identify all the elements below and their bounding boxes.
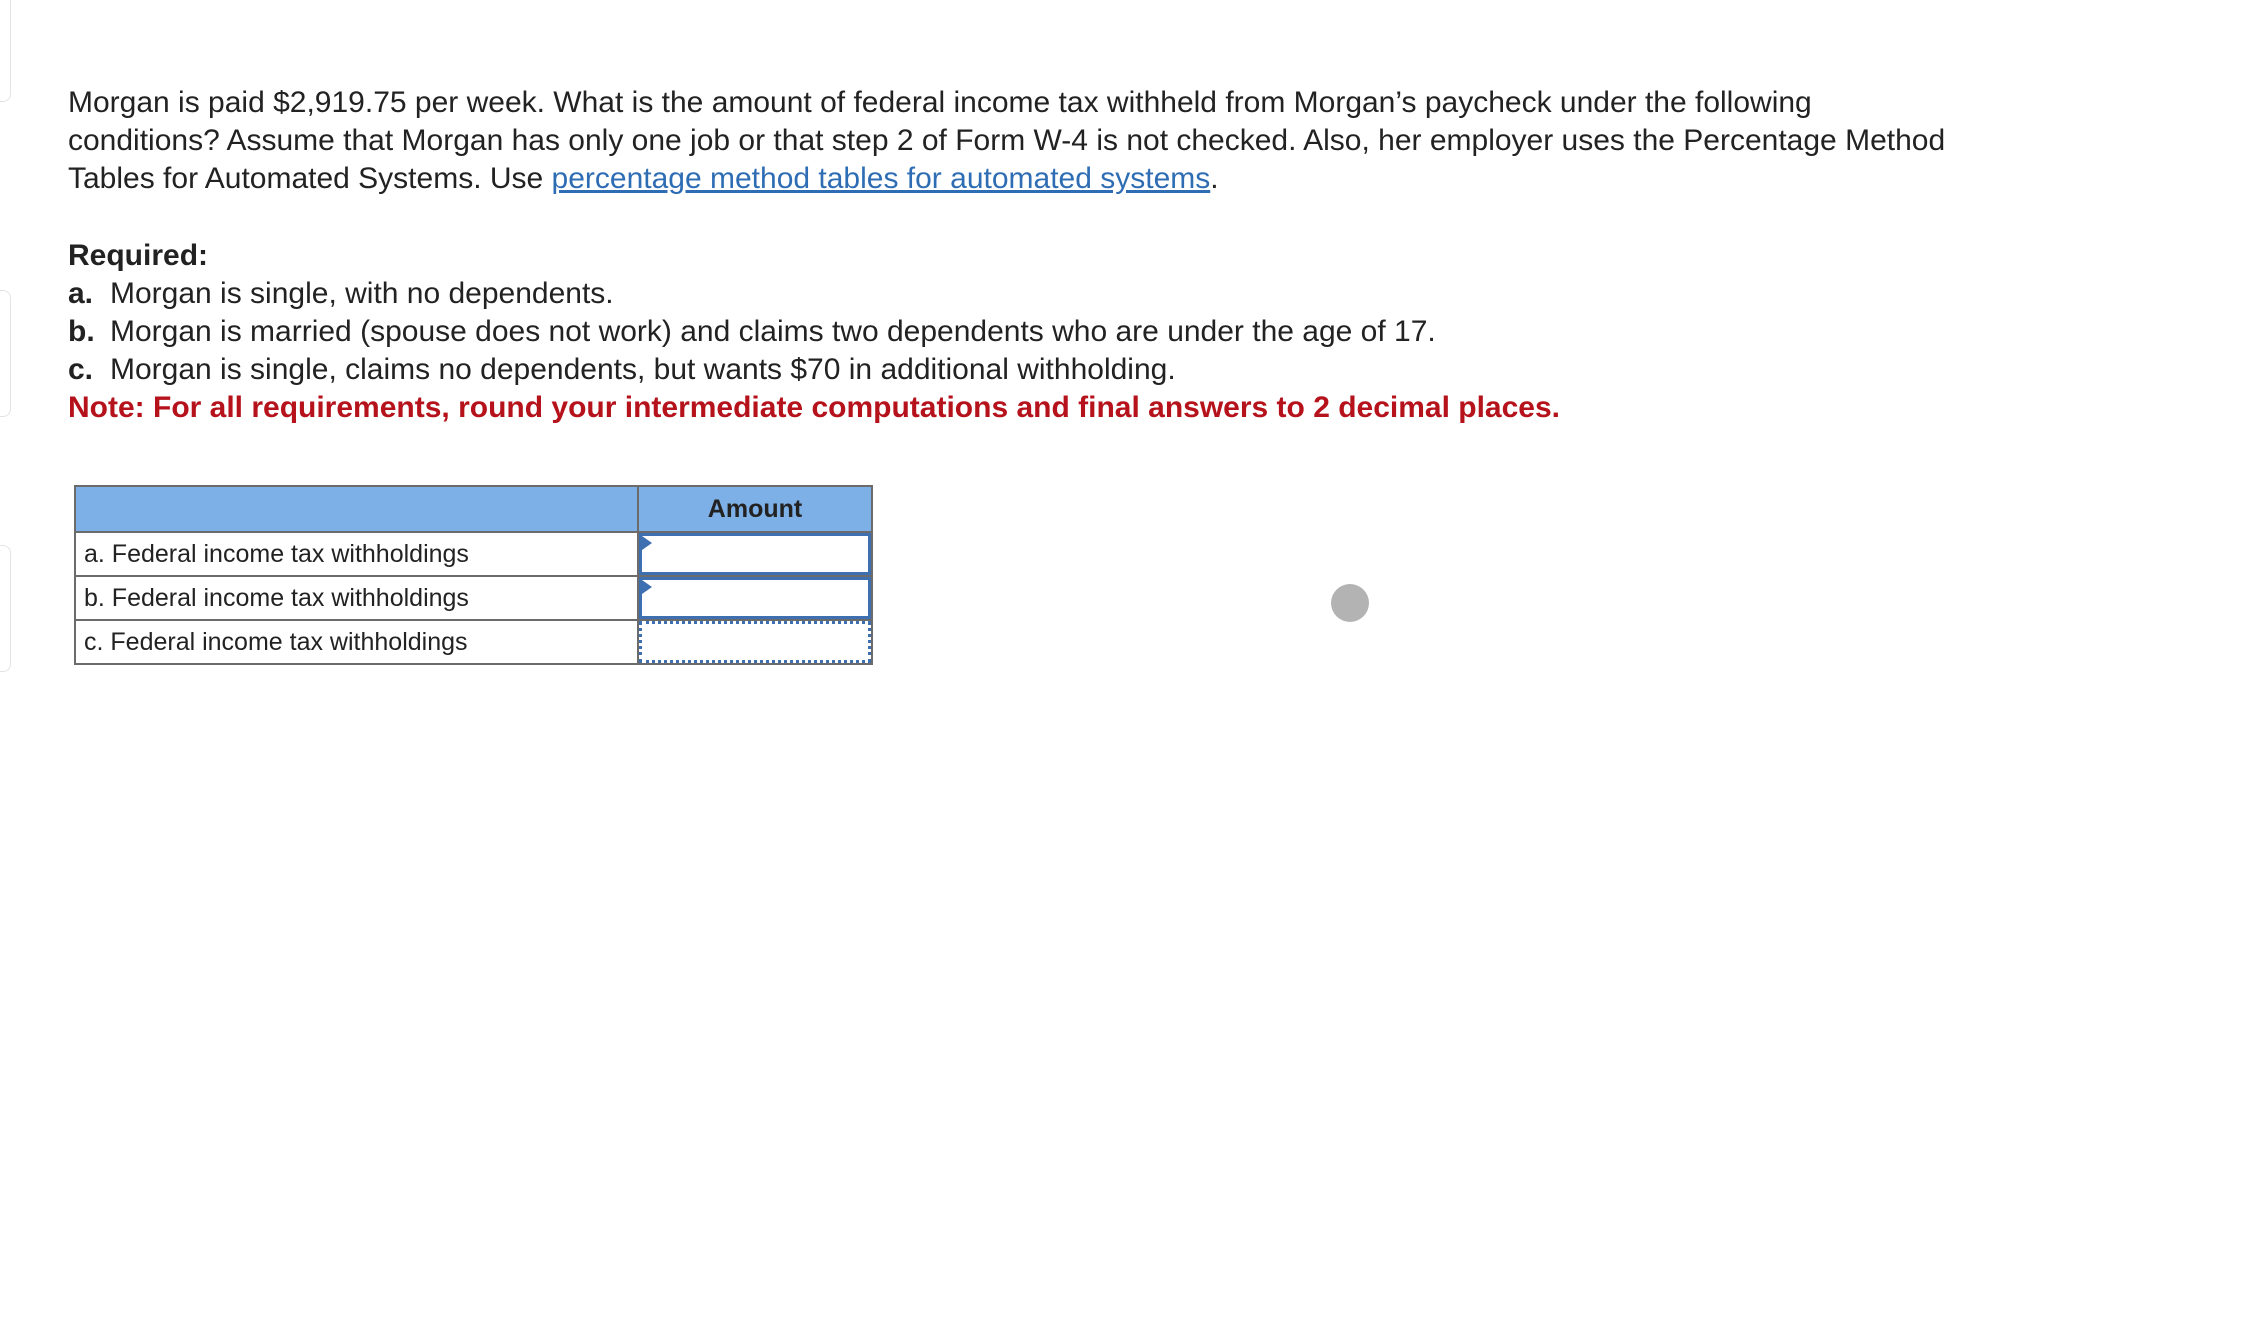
percentage-tables-link[interactable]: percentage method tables for automated systems: [551, 162, 1211, 195]
row-label: c. Federal income tax withholdings: [75, 620, 638, 664]
question-body: Morgan is paid $2,919.75 per week. What is the amount of federal income tax withheld from Morgan’s paycheck under the following conditions? Assume that Morgan has only one job or that step 2 of Form W-4 is not checked. Also, her employer uses the Percentage Method Tables for Automated Systems. Use: [68, 86, 1946, 195]
amount-cell: [638, 620, 872, 664]
amount-cell: [638, 532, 872, 576]
amount-cell: [638, 576, 872, 620]
amount-input-a[interactable]: [639, 533, 871, 575]
cell-marker-icon: [642, 580, 652, 594]
amount-input-c[interactable]: [639, 621, 871, 663]
requirement-letter: a.: [68, 277, 94, 310]
amount-input-b[interactable]: [639, 577, 871, 619]
answer-table-header: [75, 486, 872, 532]
side-panel-tab-bottom: [0, 545, 11, 672]
requirement-letter: c.: [68, 353, 94, 386]
side-panel-tab-middle: [0, 290, 11, 417]
header-amount-cell: Amount: [638, 486, 872, 532]
requirement-letter: b.: [68, 315, 95, 348]
side-panel-tab-top: [0, 0, 11, 102]
cell-marker-icon: [642, 536, 652, 550]
requirement-text: Morgan is single, with no dependents.: [110, 277, 614, 310]
requirement-text: Morgan is married (spouse does not work) and claims two dependents who are under the age of 17.: [110, 315, 1436, 348]
required-heading: Required:: [68, 239, 209, 272]
requirement-a: [68, 275, 1968, 313]
question-text: [68, 84, 1968, 198]
rounding-note: Note: For all requirements, round your intermediate computations and final answers to 2 decimal places.: [68, 391, 1561, 424]
requirement-c: [68, 351, 1968, 389]
table-row: [75, 620, 872, 664]
row-label: a. Federal income tax withholdings: [75, 532, 638, 576]
table-row: [75, 532, 872, 576]
header-label-cell: [75, 486, 638, 532]
answer-table: [74, 485, 873, 665]
cursor-indicator-icon: [1331, 584, 1369, 622]
row-label: b. Federal income tax withholdings: [75, 576, 638, 620]
requirement-text: Morgan is single, claims no dependents, but wants $70 in additional withholding.: [110, 353, 1176, 386]
question-block: [68, 84, 1968, 427]
requirement-b: [68, 313, 1968, 351]
question-end-punctuation: .: [1210, 162, 1219, 195]
table-row: [75, 576, 872, 620]
